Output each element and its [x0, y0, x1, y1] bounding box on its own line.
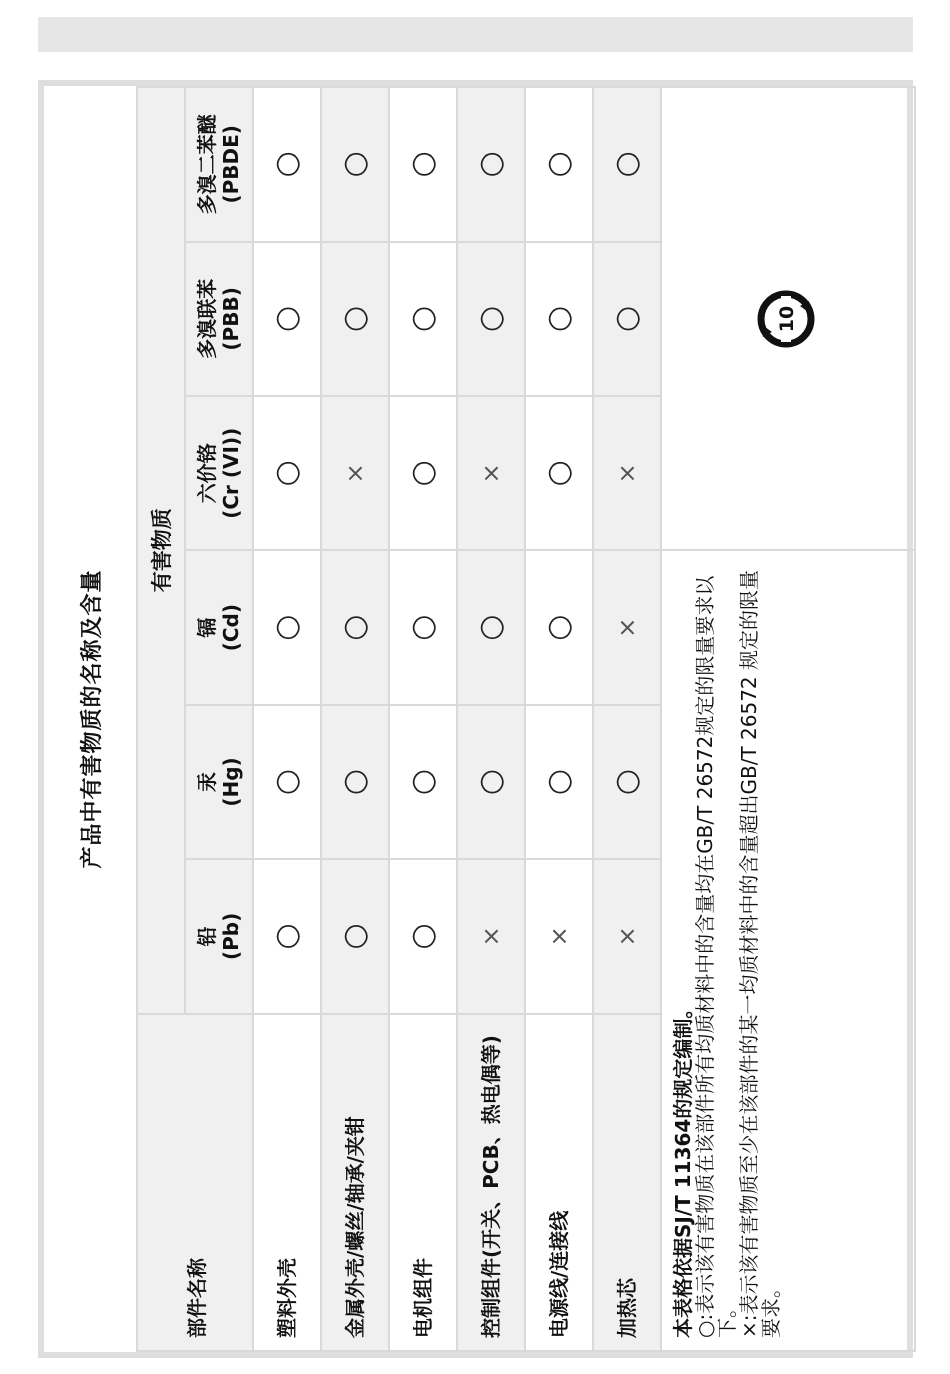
mark-cell: ×	[457, 859, 525, 1013]
table-row	[457, 87, 525, 1351]
mark-cell: ○	[253, 87, 321, 242]
mark-cell: ○	[389, 859, 457, 1013]
mark-cell: ○	[253, 859, 321, 1013]
mark-cell: ×	[525, 859, 593, 1013]
table-row	[389, 87, 457, 1351]
epup-10-year-icon	[755, 288, 817, 350]
element-header-cr6: 六价铬 (Cr (VI))	[185, 396, 253, 550]
mark-cell: ○	[525, 87, 593, 242]
part-name: 电机组件	[389, 1014, 457, 1351]
mark-cell: ○	[389, 705, 457, 859]
mark-cell: ○	[525, 705, 593, 859]
mark-cell: ○	[389, 396, 457, 550]
element-header-pbb: 多溴联苯 (PBB)	[185, 242, 253, 396]
rohs-sheet	[44, 86, 907, 1352]
svg-text:10: 10	[776, 305, 798, 332]
mark-cell: ×	[593, 550, 661, 704]
mark-cell: ×	[593, 859, 661, 1013]
element-header-pbde: 多溴二苯醚 (PBDE)	[185, 87, 253, 242]
mark-cell: ×	[321, 396, 389, 550]
mark-cell: ○	[321, 705, 389, 859]
element-header-hg: 汞 (Hg)	[185, 705, 253, 859]
basis-note: 本表格依据SJ/T 11364的规定编制。	[671, 998, 695, 1338]
mark-cell: ○	[593, 242, 661, 396]
mark-cell: ○	[253, 396, 321, 550]
mark-cell: ○	[321, 550, 389, 704]
part-name: 塑料外壳	[253, 1014, 321, 1351]
mark-cell: ○	[321, 859, 389, 1013]
mark-cell: ○	[525, 242, 593, 396]
mark-cell: ○	[321, 242, 389, 396]
part-name: 电源线/连接线	[525, 1014, 593, 1351]
logo-cell	[661, 87, 915, 550]
mark-cell: ○	[253, 550, 321, 704]
mark-cell: ○	[253, 705, 321, 859]
page-title: 产品中有害物质的名称及含量	[79, 569, 105, 869]
mark-cell: ○	[389, 87, 457, 242]
mark-cell: ○	[457, 550, 525, 704]
hazardous-substance-header: 有害物质	[137, 87, 185, 1014]
mark-cell: ○	[253, 242, 321, 396]
part-name-header: 部件名称	[137, 1014, 253, 1351]
footnotes	[661, 550, 915, 1351]
part-name: 控制组件(开关、PCB、热电偶等)	[457, 1014, 525, 1351]
element-header-pb: 铅 (Pb)	[185, 859, 253, 1013]
mark-cell: ○	[593, 87, 661, 242]
table-row	[321, 87, 389, 1351]
mark-cell: ×	[457, 396, 525, 550]
table-row	[593, 87, 661, 1351]
table-row	[525, 87, 593, 1351]
mark-cell: ○	[321, 87, 389, 242]
part-name: 金属外壳/螺丝/轴承/夹钳	[321, 1014, 389, 1351]
footnote-row	[661, 87, 915, 1351]
table-row	[253, 87, 321, 1351]
mark-cell: ○	[457, 87, 525, 242]
mark-cell: ○	[457, 242, 525, 396]
cross-note: ×:表示该有害物质至少在该部件的某一均质材料中的含量超出GB/T 26572 规定的限量要求。	[737, 569, 783, 1338]
mark-cell: ○	[593, 705, 661, 859]
hazardous-substances-table	[136, 86, 916, 1352]
mark-cell: ○	[457, 705, 525, 859]
top-bar	[38, 17, 913, 52]
mark-cell: ○	[389, 550, 457, 704]
element-header-cd: 镉 (Cd)	[185, 550, 253, 704]
mark-cell: ○	[525, 396, 593, 550]
mark-cell: ×	[593, 396, 661, 550]
mark-cell: ○	[389, 242, 457, 396]
circle-note: ○:表示该有害物质在该部件所有均质材料中的含量均在GB/T 26572规定的限量要求以下。	[693, 575, 739, 1338]
mark-cell: ○	[525, 550, 593, 704]
part-name: 加热芯	[593, 1014, 661, 1351]
